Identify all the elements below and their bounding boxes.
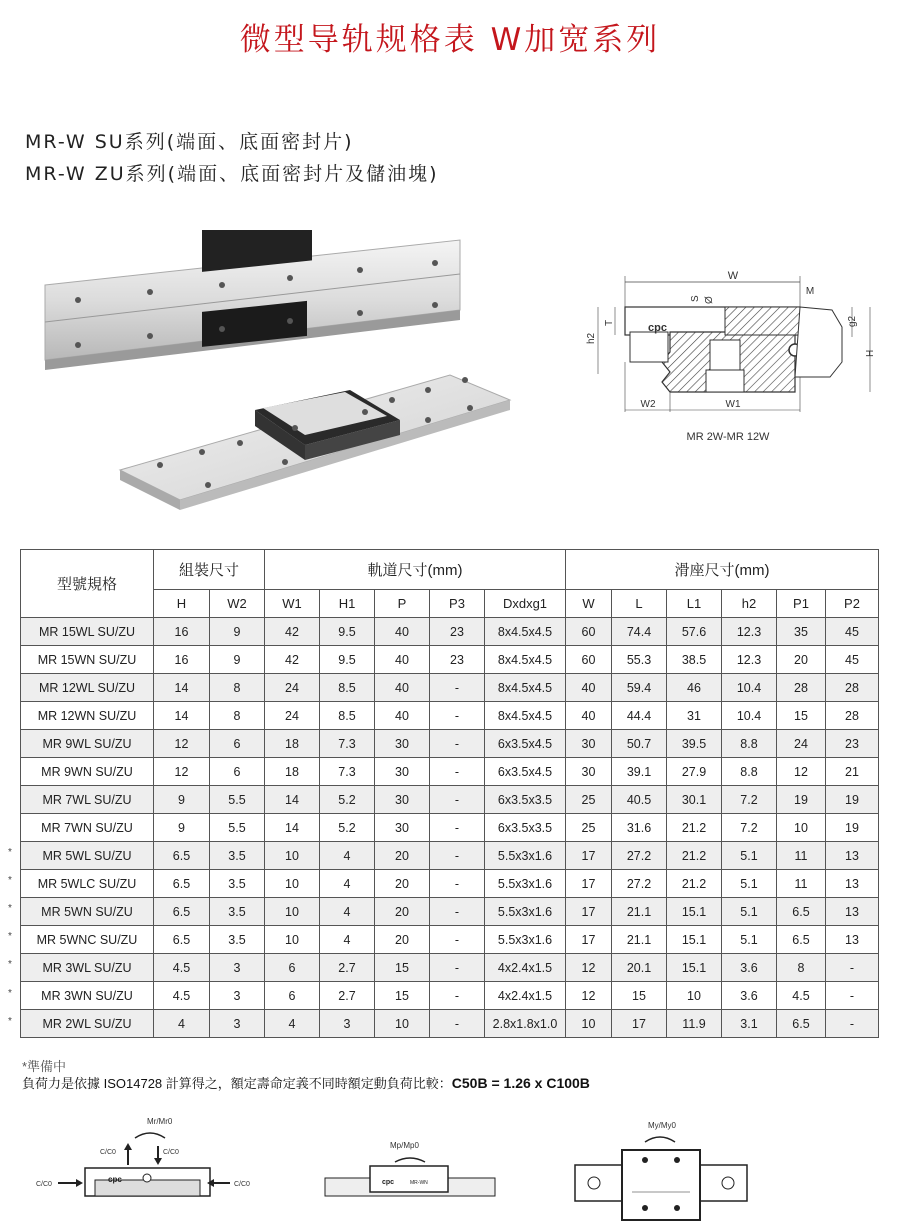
table-cell: 8.8 [722,730,777,758]
col-header: Dxdxg1 [485,590,566,618]
table-cell: 40 [375,646,430,674]
table-cell: 17 [566,898,612,926]
table-cell: 21 [826,758,879,786]
table-cell: 9 [154,786,210,814]
table-cell: 5.1 [722,842,777,870]
table-cell: 9 [154,814,210,842]
table-cell: 12 [566,982,612,1010]
table-cell: - [430,898,485,926]
table-cell: 6 [210,758,265,786]
table-cell: 24 [265,674,320,702]
header-model: 型號規格 [21,550,154,618]
table-cell: 5.1 [722,870,777,898]
table-cell: 10 [265,870,320,898]
model-cell: MR 7WN SU/ZU [21,814,154,842]
table-cell: 42 [265,646,320,674]
table-cell: - [430,674,485,702]
table-cell: 12 [566,954,612,982]
table-cell: 19 [826,786,879,814]
model-cell: MR 7WL SU/ZU [21,786,154,814]
table-row [21,954,879,982]
table-cell: 45 [826,646,879,674]
table-cell: - [826,982,879,1010]
header-block: 滑座尺寸(mm) [566,550,879,590]
table-cell: 25 [566,786,612,814]
table-cell: 9 [210,618,265,646]
load-note-text: 負荷力是依據 ISO14728 計算得之，額定壽命定義不同時額定動負荷比較： [22,1076,452,1091]
col-header: P2 [826,590,879,618]
table-cell: 40 [375,702,430,730]
model-cell: MR 5WL SU/ZU [21,842,154,870]
table-cell: 5.5 [210,814,265,842]
rail-back [45,230,460,370]
table-cell: 9.5 [320,646,375,674]
diagram-my [575,1121,747,1220]
table-cell: 31.6 [612,814,667,842]
table-cell: 60 [566,646,612,674]
table-row [21,730,879,758]
mr-label: Mr/Mr0 [147,1117,173,1126]
table-cell: 20 [375,898,430,926]
table-cell: 15.1 [667,898,722,926]
table-cell: 28 [826,702,879,730]
table-cell: 10 [265,842,320,870]
spec-table [20,549,879,1038]
table-cell: 55.3 [612,646,667,674]
table-cell: 5.2 [320,786,375,814]
table-row [21,898,879,926]
table-cell: - [430,786,485,814]
dim-hh-label: H [865,349,876,357]
table-cell: 21.2 [667,870,722,898]
table-cell: 6 [210,730,265,758]
table-cell: 8.8 [722,758,777,786]
table-cell: 23 [826,730,879,758]
table-cell: 9.5 [320,618,375,646]
table-cell: 17 [612,1010,667,1038]
table-cell: 12.3 [722,646,777,674]
table-cell: 23 [430,618,485,646]
table-cell: 27.9 [667,758,722,786]
table-cell: 40 [566,702,612,730]
table-cell: 31 [667,702,722,730]
diagram-mr [36,1117,250,1196]
table-cell: 4 [320,926,375,954]
table-cell: 30 [375,814,430,842]
table-cell: 39.1 [612,758,667,786]
table-cell: - [430,1010,485,1038]
table-cell: 5.5x3x1.6 [485,842,566,870]
table-cell: 20 [375,870,430,898]
table-cell: 13 [826,870,879,898]
table-cell: 10 [566,1010,612,1038]
table-cell: 40 [375,674,430,702]
table-cell: - [430,814,485,842]
table-cell: 7.2 [722,786,777,814]
table-cell: 4 [320,842,375,870]
table-cell: 6.5 [154,842,210,870]
model-cell: MR 12WL SU/ZU [21,674,154,702]
col-header: H [154,590,210,618]
table-cell: 12 [777,758,826,786]
table-cell: 10 [265,926,320,954]
table-cell: 10.4 [722,674,777,702]
table-cell: 18 [265,758,320,786]
table-cell: 17 [566,842,612,870]
table-cell: 74.4 [612,618,667,646]
table-cell: 8.5 [320,702,375,730]
table-cell: 30 [375,730,430,758]
table-cell: 12.3 [722,618,777,646]
table-cell: 6.5 [777,1010,826,1038]
table-cell: 2.7 [320,982,375,1010]
table-cell: 30 [566,730,612,758]
col-header: H1 [320,590,375,618]
table-cell: 27.2 [612,842,667,870]
dim-t-label: T [604,319,615,326]
mr-cpc-logo: cpc [108,1175,122,1184]
table-cell: 3 [210,1010,265,1038]
header-rail: 軌道尺寸(mm) [265,550,566,590]
table-cell: 19 [826,814,879,842]
table-cell: 7.3 [320,730,375,758]
preparation-star: * [8,1015,12,1027]
table-cell: 8x4.5x4.5 [485,618,566,646]
model-cell: MR 2WL SU/ZU [21,1010,154,1038]
table-cell: 5.1 [722,926,777,954]
table-cell: 6x3.5x4.5 [485,730,566,758]
table-row [21,1010,879,1038]
table-cell: 6x3.5x3.5 [485,814,566,842]
table-cell: 5.5x3x1.6 [485,870,566,898]
table-cell: 57.6 [667,618,722,646]
table-cell: 30 [566,758,612,786]
table-cell: 3.5 [210,898,265,926]
mp-cpc-logo: cpc [382,1179,395,1186]
table-cell: 9 [210,646,265,674]
table-cell: 13 [826,898,879,926]
table-cell: 6.5 [154,926,210,954]
table-cell: 39.5 [667,730,722,758]
model-cell: MR 5WN SU/ZU [21,898,154,926]
table-cell: 4 [320,870,375,898]
table-cell: 3.1 [722,1010,777,1038]
table-cell: 30.1 [667,786,722,814]
table-cell: 20.1 [612,954,667,982]
table-cell: 44.4 [612,702,667,730]
table-row [21,842,879,870]
table-cell: 40 [375,618,430,646]
table-row [21,786,879,814]
table-cell: - [430,842,485,870]
table-cell: 25 [566,814,612,842]
table-cell: 15 [375,954,430,982]
model-cell: MR 12WN SU/ZU [21,702,154,730]
table-cell: 21.1 [612,926,667,954]
table-row [21,982,879,1010]
table-cell: 13 [826,842,879,870]
table-cell: 5.5x3x1.6 [485,926,566,954]
table-cell: 14 [265,786,320,814]
table-cell: - [826,1010,879,1038]
table-cell: 4.5 [154,954,210,982]
c-left-label: C/C0 [36,1181,52,1188]
c-right-label: C/C0 [234,1181,250,1188]
table-cell: 10.4 [722,702,777,730]
c-top-left-label: C/C0 [100,1149,116,1156]
table-cell: 10 [265,898,320,926]
table-cell: 21.2 [667,842,722,870]
table-cell: 6x3.5x4.5 [485,758,566,786]
header-assembly: 組裝尺寸 [154,550,265,590]
table-cell: 7.2 [722,814,777,842]
table-cell: 3 [210,982,265,1010]
dim-s-label: S [690,295,701,302]
table-cell: 3.5 [210,842,265,870]
table-cell: 8 [210,702,265,730]
table-cell: 16 [154,646,210,674]
col-header: P [375,590,430,618]
mp-block-label: MR-WN [410,1180,428,1186]
table-cell: 13 [826,926,879,954]
table-cell: 4x2.4x1.5 [485,982,566,1010]
table-cell: - [430,870,485,898]
table-cell: - [826,954,879,982]
table-cell: 10 [375,1010,430,1038]
table-cell: - [430,702,485,730]
table-cell: 5.2 [320,814,375,842]
dim-h2-label: h2 [586,332,597,344]
table-cell: 50.7 [612,730,667,758]
table-cell: 40 [566,674,612,702]
table-cell: 4 [154,1010,210,1038]
table-cell: 4.5 [154,982,210,1010]
dim-w-label: W [727,270,739,282]
table-cell: - [430,982,485,1010]
model-cell: MR 5WNC SU/ZU [21,926,154,954]
model-cell: MR 3WL SU/ZU [21,954,154,982]
model-cell: MR 15WN SU/ZU [21,646,154,674]
table-cell: 27.2 [612,870,667,898]
table-cell: 15 [777,702,826,730]
cross-section-diagram [570,262,890,452]
table-cell: 28 [826,674,879,702]
table-cell: 14 [154,702,210,730]
table-row [21,926,879,954]
table-cell: 28 [777,674,826,702]
table-cell: 6.5 [154,870,210,898]
col-header: h2 [722,590,777,618]
table-cell: 8x4.5x4.5 [485,646,566,674]
table-cell: - [430,730,485,758]
col-header: P3 [430,590,485,618]
col-header: L1 [667,590,722,618]
table-cell: - [430,926,485,954]
table-cell: 46 [667,674,722,702]
col-header: P1 [777,590,826,618]
c-top-right-label: C/C0 [163,1149,179,1156]
table-row [21,870,879,898]
table-cell: 35 [777,618,826,646]
table-cell: 4.5 [777,982,826,1010]
table-cell: 2.7 [320,954,375,982]
table-cell: 5.1 [722,898,777,926]
preparation-star: * [8,903,12,914]
table-row [21,814,879,842]
table-cell: 8 [210,674,265,702]
table-cell: 15 [375,982,430,1010]
table-cell: 17 [566,870,612,898]
table-cell: 6.5 [154,898,210,926]
table-cell: 30 [375,758,430,786]
table-cell: 7.3 [320,758,375,786]
table-cell: - [430,954,485,982]
table-cell: 3.6 [722,954,777,982]
table-cell: 4 [265,1010,320,1038]
load-note [22,1073,590,1092]
col-header: W1 [265,590,320,618]
table-cell: 6.5 [777,898,826,926]
table-cell: 24 [777,730,826,758]
model-cell: MR 15WL SU/ZU [21,618,154,646]
dim-w1-label: W1 [725,399,741,410]
table-cell: 38.5 [667,646,722,674]
product-photo [30,230,520,520]
table-cell: 23 [430,646,485,674]
table-cell: 10 [667,982,722,1010]
table-cell: 8x4.5x4.5 [485,702,566,730]
table-cell: 20 [375,842,430,870]
table-cell: 11.9 [667,1010,722,1038]
load-formula: C50B = 1.26 x C100B [451,1075,590,1091]
table-cell: 14 [265,814,320,842]
table-row [21,618,879,646]
preparation-star: * [8,959,12,971]
table-cell: 3.5 [210,870,265,898]
table-cell: 17 [566,926,612,954]
table-cell: - [430,758,485,786]
table-cell: 60 [566,618,612,646]
table-cell: 5.5x3x1.6 [485,898,566,926]
table-cell: 15 [612,982,667,1010]
diagram-mp [325,1141,495,1196]
dim-phi-label: Ø [704,296,715,304]
table-cell: 15.1 [667,954,722,982]
table-cell: 3 [320,1010,375,1038]
mp-label: Mp/Mp0 [390,1141,419,1150]
dim-g2-label: g2 [847,315,858,327]
table-cell: 20 [777,646,826,674]
table-cell: 59.4 [612,674,667,702]
table-cell: 6x3.5x3.5 [485,786,566,814]
table-cell: 3.6 [722,982,777,1010]
table-cell: 30 [375,786,430,814]
col-header: W [566,590,612,618]
table-cell: 3.5 [210,926,265,954]
table-cell: 5.5 [210,786,265,814]
table-cell: 8x4.5x4.5 [485,674,566,702]
preparation-note: *準備中 [22,1059,67,1074]
rail-front [120,375,510,510]
table-cell: 14 [154,674,210,702]
table-cell: 21.2 [667,814,722,842]
model-cell: MR 5WLC SU/ZU [21,870,154,898]
model-cell: MR 3WN SU/ZU [21,982,154,1010]
series-su-label: MR-W SU系列(端面、底面密封片) [25,131,354,153]
table-row [21,674,879,702]
table-cell: 2.8x1.8x1.0 [485,1010,566,1038]
model-cell: MR 9WL SU/ZU [21,730,154,758]
my-label: My/My0 [648,1121,676,1130]
preparation-star: * [8,987,12,999]
preparation-star: * [8,874,12,886]
table-row [21,758,879,786]
page-title: 微型导轨规格表 W加宽系列 [239,22,661,58]
table-cell: 24 [265,702,320,730]
table-cell: 16 [154,618,210,646]
dim-w2-label: W2 [640,399,656,410]
col-header: L [612,590,667,618]
table-cell: 18 [265,730,320,758]
table-cell: 11 [777,870,826,898]
table-cell: 6 [265,954,320,982]
table-cell: 12 [154,758,210,786]
series-zu-label: MR-W ZU系列(端面、底面密封片及儲油塊) [25,163,439,185]
model-cell: MR 9WN SU/ZU [21,758,154,786]
table-cell: 40.5 [612,786,667,814]
table-cell: 4 [320,898,375,926]
table-cell: 15.1 [667,926,722,954]
dim-m-label: M [805,286,815,297]
table-cell: 3 [210,954,265,982]
section-caption: MR 2W-MR 12W [686,431,770,443]
preparation-star: * [8,931,12,943]
cpc-logo: cpc [648,322,667,334]
table-cell: 45 [826,618,879,646]
table-cell: 8 [777,954,826,982]
table-cell: 21.1 [612,898,667,926]
preparation-star: * [8,846,12,858]
table-cell: 6.5 [777,926,826,954]
table-cell: 20 [375,926,430,954]
table-row [21,646,879,674]
table-cell: 4x2.4x1.5 [485,954,566,982]
table-cell: 42 [265,618,320,646]
table-cell: 6 [265,982,320,1010]
table-cell: 8.5 [320,674,375,702]
table-cell: 12 [154,730,210,758]
table-cell: 10 [777,814,826,842]
table-row [21,702,879,730]
table-cell: 11 [777,842,826,870]
table-cell: 19 [777,786,826,814]
load-diagrams [0,1110,900,1229]
col-header: W2 [210,590,265,618]
